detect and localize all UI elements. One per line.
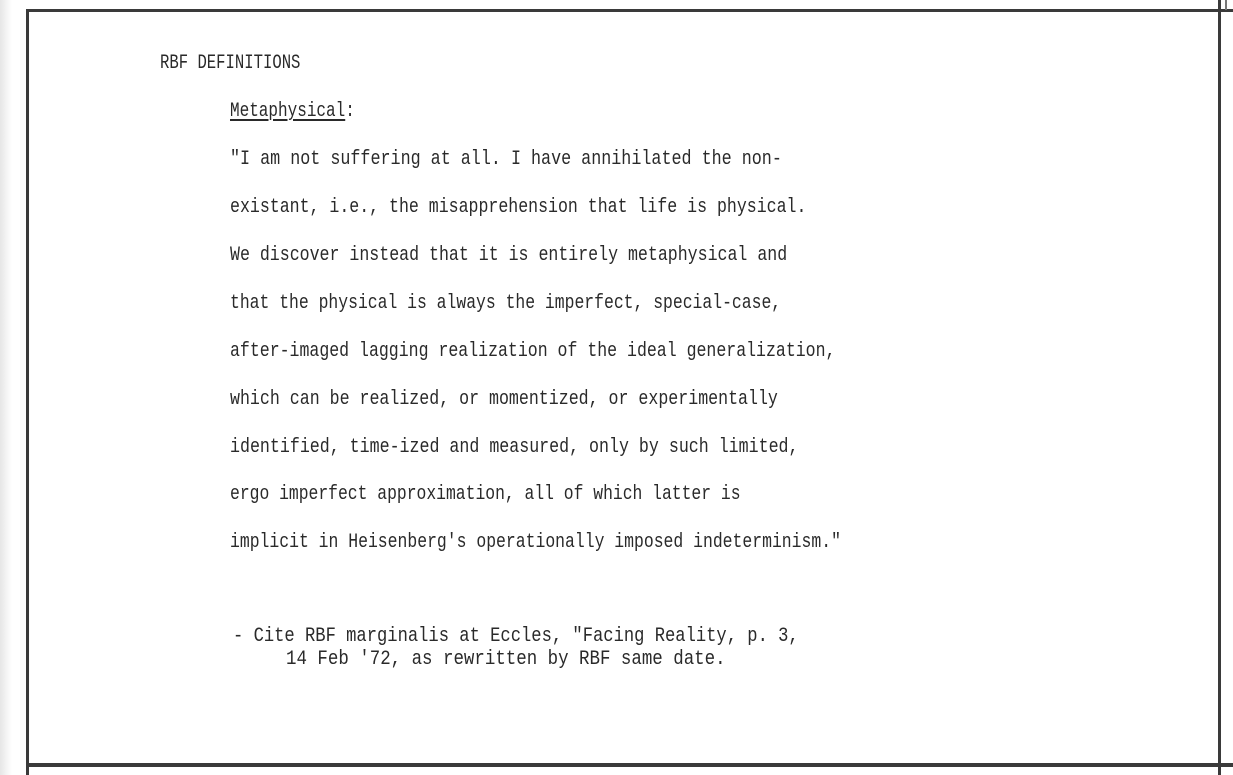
quote-line: ergo imperfect approximation, all of which latter is (230, 483, 741, 506)
quote-line: which can be realized, or momentized, or experimentally (230, 388, 778, 411)
quote-line: that the physical is always the imperfect, special-case, (230, 292, 782, 315)
quote-line: implicit in Heisenberg's operationally imposed indeterminism." (230, 531, 841, 554)
frame-top-border (26, 9, 1233, 12)
subheading-label: Metaphysical (230, 100, 346, 123)
document-heading: RBF DEFINITIONS (160, 52, 301, 75)
frame-corner-mark (1225, 0, 1227, 10)
page-edge-shadow (0, 0, 12, 775)
quote-line: "I am not suffering at all. I have annihilated the non- (230, 148, 782, 171)
definition-subheading (230, 100, 355, 123)
frame-left-border (26, 9, 29, 775)
quote-line: identified, time-ized and measured, only by such limited, (230, 436, 799, 459)
citation-line: 14 Feb '72, as rewritten by RBF same date. (286, 648, 726, 671)
citation-line: - Cite RBF marginalis at Eccles, "Facing Reality, p. 3, (233, 625, 799, 648)
quote-line: existant, i.e., the misapprehension that life is physical. (230, 196, 807, 219)
quote-line: We discover instead that it is entirely metaphysical and (230, 244, 788, 267)
quote-line: after-imaged lagging realization of the ideal generalization, (230, 340, 836, 363)
frame-bottom-border (26, 763, 1233, 767)
subheading-colon: : (345, 100, 355, 123)
frame-right-border (1218, 0, 1221, 775)
